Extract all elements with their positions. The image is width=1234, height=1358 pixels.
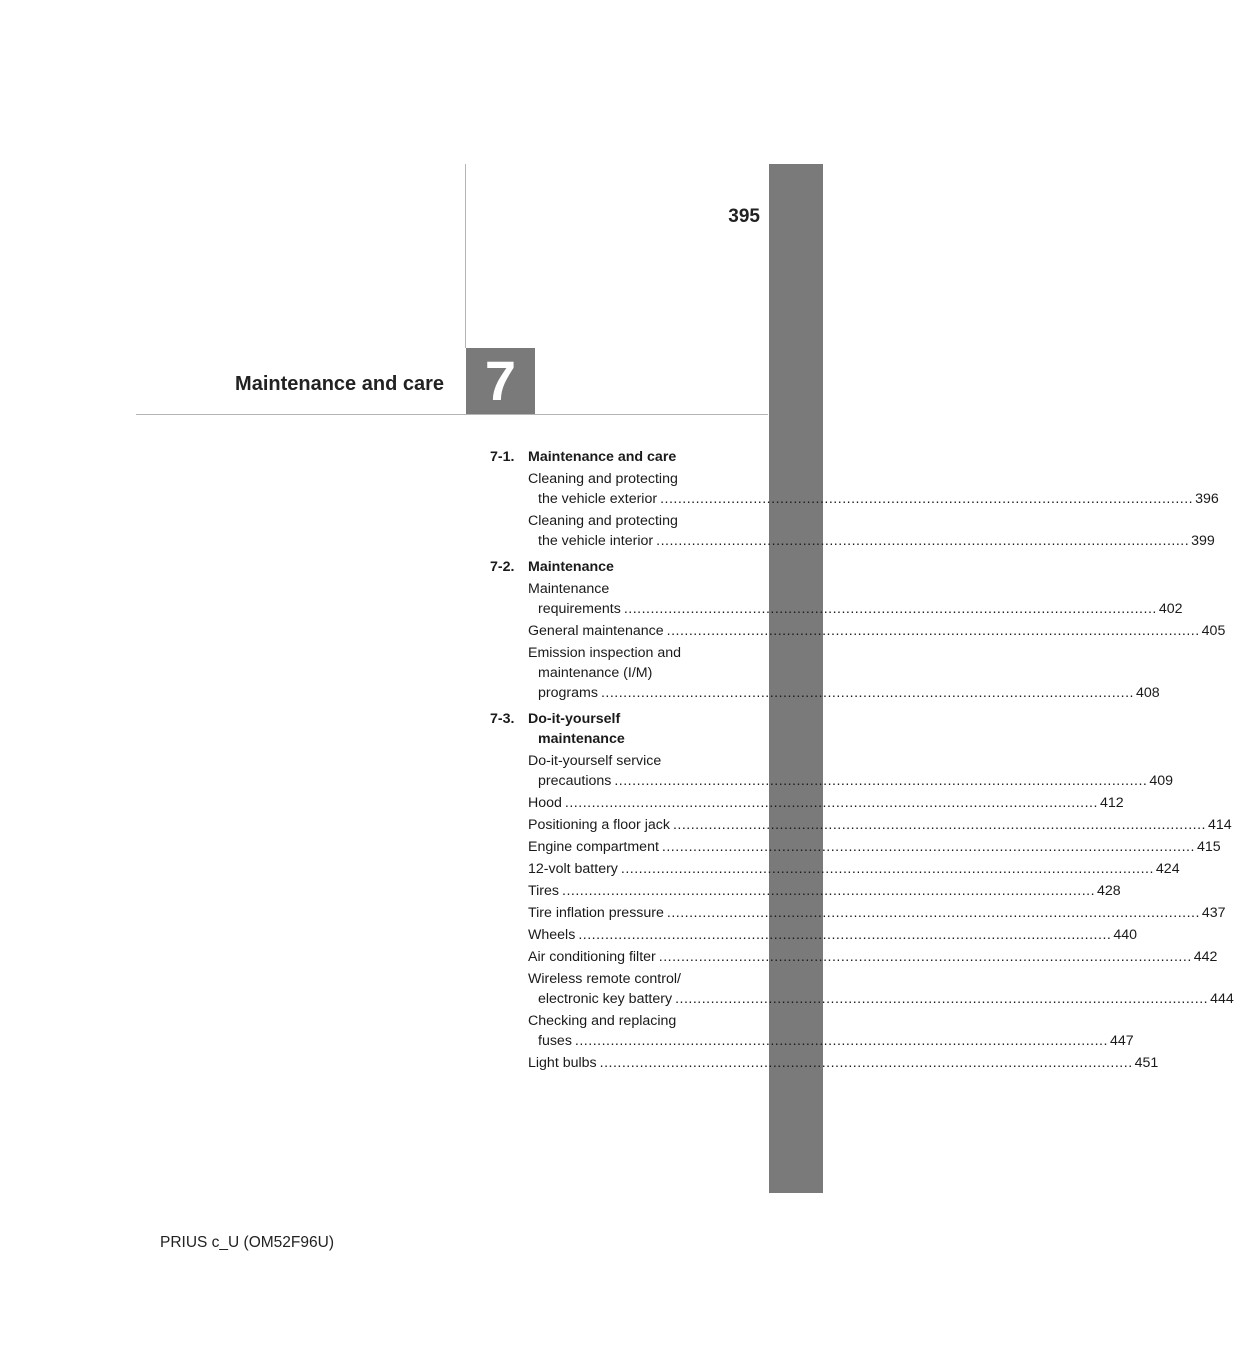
dot-leader: ........................................................................................................................ xyxy=(656,533,1190,549)
toc-entry-text: the vehicle exterior xyxy=(538,491,658,507)
horizontal-divider xyxy=(136,414,768,415)
toc-entry-text: Light bulbs xyxy=(528,1055,597,1071)
toc-entry-last-line xyxy=(528,947,1218,967)
toc-section xyxy=(490,709,740,749)
dot-leader: ........................................................................................................................ xyxy=(623,601,1157,617)
toc-entry-text: 12-volt battery xyxy=(528,861,618,877)
toc-entry[interactable] xyxy=(528,837,1221,857)
toc-entry[interactable] xyxy=(528,511,1215,551)
dot-leader: ........................................................................................................................ xyxy=(660,491,1194,507)
footer-model-code: PRIUS c_U (OM52F96U) xyxy=(160,1234,334,1251)
dot-leader: ........................................................................................................................ xyxy=(675,991,1209,1007)
toc-entry[interactable] xyxy=(528,793,1124,813)
toc-section-title-line: maintenance xyxy=(538,731,625,747)
toc-entry-page[interactable]: 447 xyxy=(1109,1033,1134,1049)
toc-entry-last-line xyxy=(528,621,1226,641)
toc-entry-text: Wheels xyxy=(528,927,576,943)
toc-entry[interactable] xyxy=(528,579,1183,619)
toc-entry-last-line xyxy=(528,925,1137,945)
toc-entry[interactable] xyxy=(528,925,1137,945)
toc-entry-text: Maintenance xyxy=(528,581,610,597)
toc-entry-last-line xyxy=(528,989,1234,1009)
toc-entry-text: electronic key battery xyxy=(538,991,673,1007)
toc-section xyxy=(490,557,740,577)
dot-leader: ........................................................................................................................ xyxy=(661,839,1195,855)
toc-entry-text: Cleaning and protecting xyxy=(528,513,678,529)
dot-leader: ........................................................................................................................ xyxy=(564,795,1098,811)
toc-entry-last-line xyxy=(528,489,1219,509)
toc-entry-text: General maintenance xyxy=(528,623,664,639)
chapter-title: Maintenance and care xyxy=(235,373,444,395)
toc-entry-last-line xyxy=(528,683,1160,703)
toc-entry-last-line xyxy=(528,771,1174,791)
toc-entry-page[interactable]: 415 xyxy=(1196,839,1221,855)
toc-entry-text: precautions xyxy=(538,773,612,789)
toc-entry[interactable] xyxy=(528,859,1180,879)
chapter-number-box: 7 xyxy=(466,348,535,414)
toc-entry-page[interactable]: 408 xyxy=(1135,685,1160,701)
vertical-divider xyxy=(465,164,466,348)
toc-entry[interactable] xyxy=(528,947,1218,967)
toc-section-number: 7-2. xyxy=(490,559,515,575)
dot-leader: ........................................................................................................................ xyxy=(600,685,1134,701)
toc-entry[interactable] xyxy=(528,969,1234,1009)
dot-leader: ........................................................................................................................ xyxy=(666,623,1200,639)
toc-entry-text: Cleaning and protecting xyxy=(528,471,678,487)
dot-leader: ........................................................................................................................ xyxy=(666,905,1200,921)
dot-leader: ........................................................................................................................ xyxy=(562,883,1096,899)
toc-entry-last-line xyxy=(528,837,1221,857)
toc-entry-text: requirements xyxy=(538,601,621,617)
dot-leader: ........................................................................................................................ xyxy=(658,949,1192,965)
toc-entry-last-line xyxy=(528,903,1226,923)
toc-entry-text: the vehicle interior xyxy=(538,533,654,549)
toc-entry-text: Engine compartment xyxy=(528,839,659,855)
toc-entry-text: Tires xyxy=(528,883,560,899)
table-of-contents xyxy=(490,447,1234,1073)
toc-entry-text: Do-it-yourself service xyxy=(528,753,662,769)
toc-entry-last-line xyxy=(528,859,1180,879)
toc-entry-page[interactable]: 440 xyxy=(1113,927,1137,943)
toc-entry[interactable] xyxy=(528,621,1226,641)
toc-entry-text: Emission inspection and xyxy=(528,645,681,661)
toc-entry[interactable] xyxy=(528,903,1226,923)
dot-leader: ........................................................................................................................ xyxy=(574,1033,1108,1049)
dot-leader: ........................................................................................................................ xyxy=(578,927,1112,943)
toc-entry[interactable] xyxy=(528,469,1219,509)
toc-entry-text: Air conditioning filter xyxy=(528,949,656,965)
toc-entry-page[interactable]: 405 xyxy=(1201,623,1226,639)
toc-entry[interactable] xyxy=(528,643,1160,703)
toc-entry-last-line xyxy=(528,793,1124,813)
toc-entry-page[interactable]: 424 xyxy=(1155,861,1180,877)
toc-entry-page[interactable]: 451 xyxy=(1134,1055,1159,1071)
toc-entry-page[interactable]: 412 xyxy=(1099,795,1124,811)
toc-section-number: 7-3. xyxy=(490,711,515,727)
toc-entry-page[interactable]: 399 xyxy=(1191,533,1215,549)
dot-leader: ........................................................................................................................ xyxy=(599,1055,1133,1071)
toc-entry[interactable] xyxy=(528,1053,1159,1073)
toc-entry[interactable] xyxy=(528,1011,1134,1051)
dot-leader: ........................................................................................................................ xyxy=(614,773,1148,789)
toc-entry-last-line xyxy=(528,1053,1159,1073)
toc-entry-text: Tire inflation pressure xyxy=(528,905,664,921)
toc-section xyxy=(490,447,740,467)
toc-entry-page[interactable]: 396 xyxy=(1195,491,1219,507)
toc-entry-last-line xyxy=(528,599,1183,619)
toc-entry[interactable] xyxy=(528,751,1174,791)
toc-section-title xyxy=(528,447,740,467)
toc-entry-page[interactable]: 442 xyxy=(1193,949,1218,965)
toc-section-title-line: Maintenance xyxy=(528,559,614,575)
toc-section-title xyxy=(528,709,740,749)
dot-leader: ........................................................................................................................ xyxy=(672,817,1206,833)
toc-entry-text: fuses xyxy=(538,1033,572,1049)
toc-entry-text: Wireless remote control/ xyxy=(528,971,681,987)
toc-entry-text: Checking and replacing xyxy=(528,1013,677,1029)
toc-entry-text: maintenance (I/M) xyxy=(538,665,653,681)
toc-section-title-line: Do-it-yourself xyxy=(528,711,621,727)
toc-entry-page[interactable]: 444 xyxy=(1210,991,1234,1007)
toc-entry-last-line xyxy=(528,881,1121,901)
toc-entry-page[interactable]: 428 xyxy=(1097,883,1121,899)
toc-section-title xyxy=(528,557,740,577)
toc-entry[interactable] xyxy=(528,815,1232,835)
toc-section-number: 7-1. xyxy=(490,449,515,465)
toc-section-title-line: Maintenance and care xyxy=(528,449,677,465)
dot-leader: ........................................................................................................................ xyxy=(620,861,1154,877)
toc-entry-last-line xyxy=(528,1031,1134,1051)
toc-entry-page[interactable]: 402 xyxy=(1158,601,1183,617)
toc-entry-page[interactable]: 437 xyxy=(1201,905,1226,921)
toc-entry-page[interactable]: 409 xyxy=(1149,773,1174,789)
toc-entry-last-line xyxy=(528,815,1232,835)
toc-entry-last-line xyxy=(528,531,1215,551)
toc-entry-text: Positioning a floor jack xyxy=(528,817,670,833)
toc-entry-text: programs xyxy=(538,685,598,701)
toc-entry-page[interactable]: 414 xyxy=(1207,817,1232,833)
toc-entry-text: Hood xyxy=(528,795,562,811)
page-number: 395 xyxy=(728,206,760,227)
toc-entry[interactable] xyxy=(528,881,1121,901)
